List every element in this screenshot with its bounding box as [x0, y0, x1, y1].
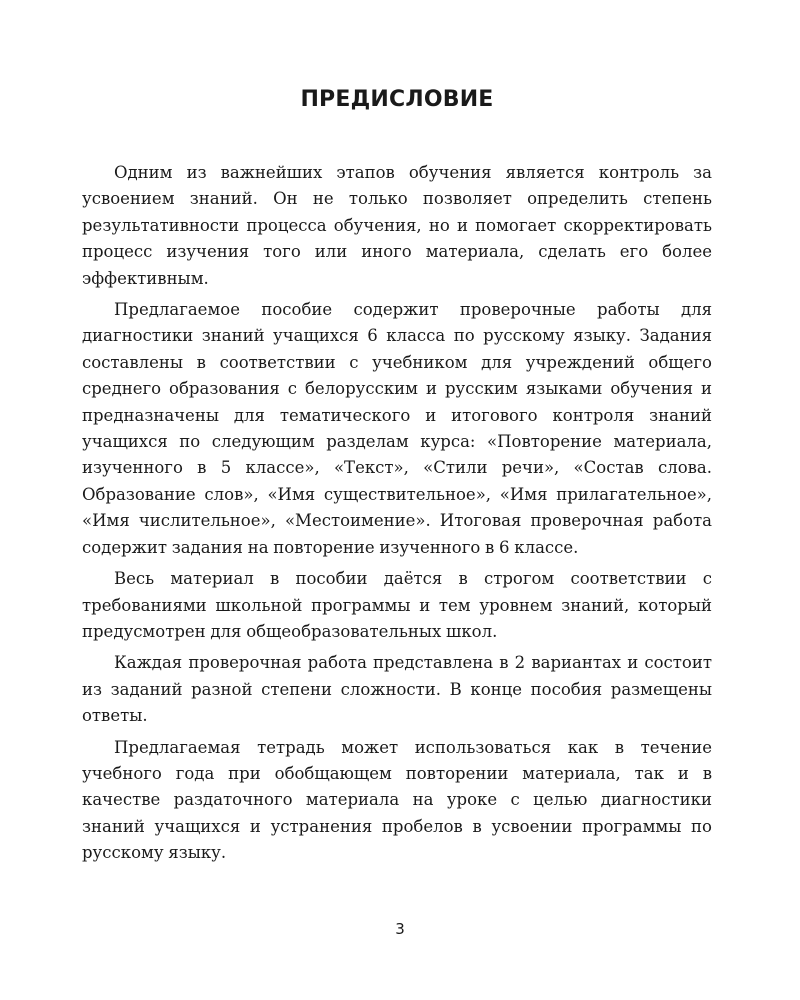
- page-content: [82, 80, 712, 872]
- paragraph-3: Весь материал в пособии даётся в строгом соответствии с требованиями школьной программы и тем уровнем знаний, который предусмотрен для общеобразовательных школ.: [82, 569, 712, 641]
- page-title: ПРЕДИСЛОВИЕ: [300, 87, 494, 112]
- paragraph-4: Каждая проверочная работа представлена в 2 вариантах и состоит из заданий разной степени сложности. В конце пособия размещены ответы.: [82, 653, 712, 726]
- paragraph-1: Одним из важнейших этапов обучения является контроль за усвоением знаний. Он не только позволяет определить степень результативности процесса обучения, но и помогает скорректировать процесс изучения того или иного материала, сделать его более эффективным.: [82, 163, 712, 288]
- page-number: 3: [395, 920, 405, 938]
- paragraph-5: Предлагаемая тетрадь может использоваться как в течение учебного года при обобщающем повторении материала, так и в качестве раздаточного материала на уроке с целью диагностики знаний учащихся и устранения пробелов в усвоении программы по русскому языку.: [82, 737, 712, 863]
- paragraph-2: Предлагаемое пособие содержит проверочные работы для диагностики знаний учащихся 6 класса по русскому языку. Задания составлены в соответствии с учебником для учреждений общего среднего образования с белорусским и русским языками обучения и предназначены для тематического и итогового контроля знаний учащихся по следующим разделам курса: «Повторение материала, изученного в 5 классе», «Текст», «Стили речи», «Состав слова. Образование слов», «Имя существительное», «Имя прилагательное», «Имя числительное», «Местоимение». Итоговая проверочная работа содержит задания на повторение изученного в 6 классе.: [82, 300, 712, 557]
- body-text: [82, 160, 712, 867]
